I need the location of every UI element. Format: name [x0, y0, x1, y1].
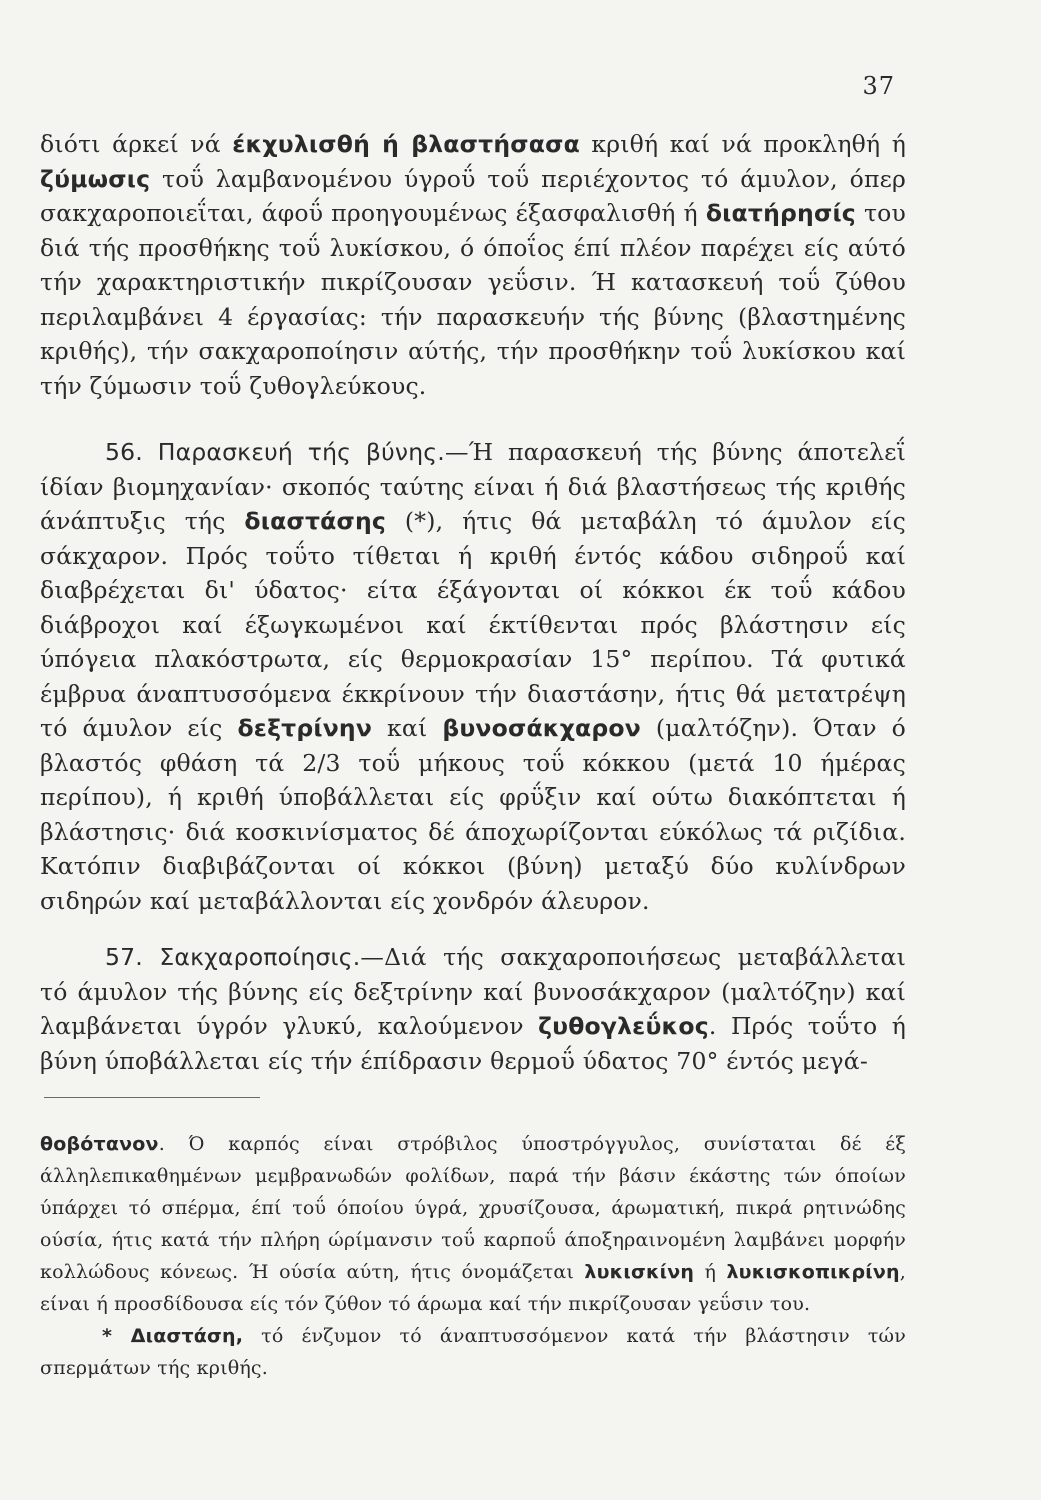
text-run: . Πρός τοΰτο ή βύνη ύποβάλλεται είς τήν έπίδρασιν θερμοΰ ύδατος 70° έντός μεγά-	[40, 1012, 906, 1075]
text-run: διότι άρκεί νά	[40, 130, 233, 158]
text-run: (*), ήτις θά μεταβάλη τό άμυλον είς σάκχαρον. Πρός τοΰτο τίθεται ή κριθή έντός κάδου σιδηροΰ καί διαβρέχεται δι' ύδατος· είτα έξάγονται οί κόκκοι έκ τοΰ κάδου διάβροχοι καί έξωγκωμένοι καί έκτίθενται πρός βλάστησιν είς ύπόγεια πλακόστρωτα, είς θερμοκρασίαν 15° περίπου. Τά φυτικά έμβρυα άναπτυσσόμενα έκκρίνουν τήν διαστάσην, ήτις θά μετατρέψη τό άμυλον είς	[40, 507, 906, 742]
text-run: . Ό καρπός είναι στρόβιλος ύποστρόγγυλος, συνίσταται δέ έξ άλληλεπικαθημένων μεμβρανωδών φολίδων, παρά τήν βάσιν έκάστης τών όποίων ύπάρχει τό σπέρμα, έπί τοΰ όποίου ύγρά, χρυσίζουσα, άρωματική, πικρά ρητινώδης ούσία, ήτις κατά τήν πλήρη ώρίμανσιν τοΰ καρποΰ άποξηραινομένη λαμβάνει μορφήν κολλώδους κόνεως. Ή ούσία αύτη, ήτις όνομάζεται	[40, 1133, 906, 1283]
bold-term: βυνοσάκχαρον	[442, 714, 641, 742]
text-run: του διά τής προσθήκης τοΰ λυκίσκου, ό όποΐος έπί πλέον παρέχει είς αύτό τήν χαρακτηριστικήν πικρίζουσαν γεΰσιν. Ή κατασκευή τοΰ ζύθου περιλαμβάνει 4 έργασίας: τήν παρασκευήν τής βύνης (βλαστημένης κριθής), τήν σακχαροποίησιν αύτής, τήν προσθήκην τοΰ λυκίσκου καί τήν ζύμωσιν τοΰ ζυθογλεύκους.	[40, 199, 906, 400]
text-run: —Διά τής σακχαροποιήσεως μεταβάλλεται τό άμυλον τής βύνης είς δεξτρίνην καί βυνοσάκχαρον (μαλτόζην) καί λαμβάνεται ύγρόν γλυκύ, καλούμενον	[40, 943, 906, 1040]
section-57	[40, 940, 906, 1078]
bold-term: ζύμωσις	[40, 164, 151, 193]
bold-term: ζυθογλεΰκος	[538, 1012, 709, 1040]
bold-term: λυκισκοπικρίνη	[726, 1261, 900, 1283]
bold-term: διαστάσης	[244, 507, 387, 535]
section-56	[40, 435, 906, 918]
footnote-diastase	[40, 1320, 906, 1384]
bold-term: έκχυλισθή ή βλαστήσασα	[232, 130, 580, 158]
text-run: ή	[694, 1261, 727, 1283]
footnote-hops	[40, 1128, 906, 1320]
bold-term: θοβότανον	[40, 1133, 159, 1155]
text-run: τό ένζυμον τό άναπτυσσόμενον κατά τήν βλάστησιν τών σπερμάτων τής κριθής.	[40, 1325, 906, 1379]
section-heading: 56. Παρασκευή τής βύνης.	[105, 438, 445, 466]
text-run: —Ή παρασκευή τής βύνης άποτελεΐ ίδίαν βιομηχανίαν· σκοπός ταύτης είναι ή διά βλαστήσεως τής κριθής άνάπτυξις τής	[40, 438, 906, 535]
bold-term: διατήρησίς	[705, 199, 856, 227]
footnote-divider	[44, 1097, 260, 1098]
text-run: καί	[372, 714, 443, 742]
footnotes	[40, 1128, 906, 1384]
text-run: , είναι ή προσδίδουσα είς τόν ζύθον τό άρωμα καί τήν πικρίζουσαν γεΰσιν του.	[40, 1261, 906, 1315]
bold-term: λυκισκίνη	[584, 1261, 695, 1283]
text-run: κριθή καί νά προκληθή ή	[579, 130, 906, 158]
page-number: 37	[862, 72, 895, 100]
paragraph-continuation	[40, 127, 906, 403]
text-run: τοΰ λαμβανομένου ύγροΰ τοΰ περιέχοντος τό άμυλον, όπερ σακχαροποιεΐται, άφοΰ προηγουμένως έξασφαλισθή ή	[40, 164, 906, 227]
section-heading: 57. Σακχαροποίησις.	[105, 943, 361, 971]
bold-term: * Διαστάση,	[102, 1325, 244, 1347]
text-run: (μαλτόζην). Όταν ό βλαστός φθάση τά 2/3 τοΰ μήκους τοΰ κόκκου (μετά 10 ήμέρας περίπου), ή κριθή ύποβάλλεται είς φρΰξιν καί ούτω διακόπτεται ή βλάστησις· διά κοσκινίσματος δέ άποχωρίζονται εύκόλως τά ριζίδια. Κατόπιν διαβιβάζονται οί κόκκοι (βύνη) μεταξύ δύο κυλίνδρων σιδηρών καί μεταβάλλονται είς χονδρόν άλευρον.	[40, 714, 906, 915]
bold-term: δεξτρίνην	[237, 714, 373, 742]
